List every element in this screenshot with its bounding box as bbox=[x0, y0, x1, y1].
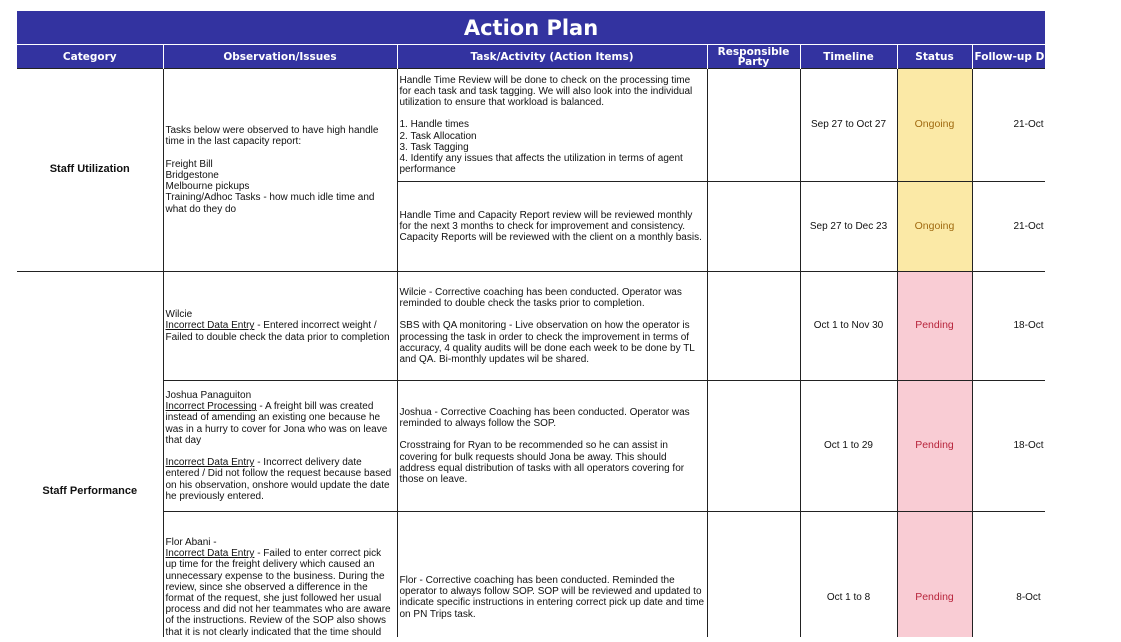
header-observation[interactable]: Observation/Issues bbox=[163, 45, 397, 69]
header-timeline[interactable]: Timeline bbox=[800, 45, 897, 69]
issue-text: - Entered incorrect weight / Failed to double check the data prior to completion bbox=[165, 320, 390, 343]
sheet-title: Action Plan bbox=[17, 11, 1045, 45]
header-responsible[interactable] bbox=[707, 45, 800, 69]
timeline-cell[interactable]: Oct 1 to 29 bbox=[800, 381, 897, 512]
header-row bbox=[17, 45, 1045, 69]
status-badge[interactable]: Ongoing bbox=[897, 69, 972, 182]
issue-label: Incorrect Data Entry bbox=[165, 320, 255, 332]
observation-cell[interactable] bbox=[163, 381, 397, 512]
task-cell[interactable]: Wilcie - Corrective coaching has been conducted. Operator was reminded to double check the tasks prior to completion. SBS with QA monitoring - Live observation on how the operator is processing the task in order to check the improvement in terms of accuracy, 4 quality audits will be done each week to be done by TL and QA. Bi-monthly updates wil be shared. bbox=[397, 272, 707, 381]
task-cell[interactable]: Handle Time Review will be done to check on the processing time for each task and task tagging. We will also look into the individual utilization to ensure that workload is balanced. 1. Handle times 2. Task Allocation 3. Task Tagging 4. Identify any issues that affects the utilization in terms of agent performance bbox=[397, 69, 707, 182]
observation-cell[interactable] bbox=[163, 272, 397, 381]
issue-text: - Incorrect delivery date entered / Did not follow the request because based on his observation, onshore would update the date he previously entered. bbox=[165, 457, 392, 502]
status-badge[interactable]: Pending bbox=[897, 381, 972, 512]
task-cell[interactable]: Handle Time and Capacity Report review will be reviewed monthly for the next 3 months to check for improvement and consistency. Capacity Reports will be reviewed with the client on a monthly basis. bbox=[397, 182, 707, 272]
operator-name: Joshua Panaguiton bbox=[165, 389, 252, 401]
responsible-cell[interactable] bbox=[707, 272, 800, 381]
followup-cell[interactable]: 18-Oct bbox=[972, 272, 1045, 381]
table-row bbox=[17, 69, 1045, 182]
header-category[interactable]: Category bbox=[17, 45, 163, 69]
issue-label: Incorrect Data Entry bbox=[165, 457, 255, 469]
category-staff-performance[interactable]: Staff Performance bbox=[17, 272, 163, 638]
timeline-cell[interactable]: Oct 1 to 8 bbox=[800, 512, 897, 638]
spreadsheet-sheet bbox=[17, 11, 1045, 637]
issue-label: Incorrect Processing bbox=[165, 401, 257, 413]
issue-text: - A freight bill was created instead of amending an existing one because he was in a hurry to cover for Jona who was on leave that day bbox=[165, 401, 388, 446]
responsible-cell[interactable] bbox=[707, 512, 800, 638]
task-cell[interactable]: Joshua - Corrective Coaching has been conducted. Operator was reminded to always follow the SOP. Crosstraing for Ryan to be recommended so he can assist in covering for bulk requests should Jona be away. This should address equal distribution of tasks with all operators covering for those on leave. bbox=[397, 381, 707, 512]
followup-cell[interactable]: 8-Oct bbox=[972, 512, 1045, 638]
followup-cell[interactable]: 18-Oct bbox=[972, 381, 1045, 512]
issue-label: Incorrect Data Entry bbox=[165, 548, 255, 560]
header-responsible-label: Responsible Party bbox=[717, 45, 790, 68]
issue-text: - Failed to enter correct pick up time for the freight delivery which caused an unnecessary expense to the business. During the review, since she observed a difference in the format of the request, she just followed her usual process and did not her teammates who are aware of the instructions. Review of the SOP also shows that it is not clearly indicated that the time should bbox=[165, 548, 391, 637]
responsible-cell[interactable] bbox=[707, 69, 800, 182]
responsible-cell[interactable] bbox=[707, 381, 800, 512]
table-row bbox=[17, 381, 1045, 512]
header-followup[interactable]: Follow-up D bbox=[972, 45, 1045, 69]
timeline-cell[interactable]: Oct 1 to Nov 30 bbox=[800, 272, 897, 381]
observation-cell[interactable]: Tasks below were observed to have high handle time in the last capacity report: Freight Bill Bridgestone Melbourne pickups Training/Adhoc Tasks - how much idle time and what do they do bbox=[163, 69, 397, 272]
task-cell[interactable]: Flor - Corrective coaching has been conducted. Reminded the operator to always follow SOP. SOP will be reviewed and updated to indicate specific instructions in entering correct pick up date and time on PN Trips task. bbox=[397, 512, 707, 638]
operator-name: Flor Abani - bbox=[165, 537, 217, 548]
followup-cell[interactable]: 21-Oct bbox=[972, 69, 1045, 182]
operator-name: Wilcie bbox=[165, 309, 193, 321]
followup-cell[interactable]: 21-Oct bbox=[972, 182, 1045, 272]
status-badge[interactable]: Pending bbox=[897, 272, 972, 381]
responsible-cell[interactable] bbox=[707, 182, 800, 272]
table-row bbox=[17, 512, 1045, 638]
action-plan-table bbox=[17, 45, 1045, 637]
status-badge[interactable]: Ongoing bbox=[897, 182, 972, 272]
timeline-cell[interactable]: Sep 27 to Oct 27 bbox=[800, 69, 897, 182]
table-row bbox=[17, 272, 1045, 381]
timeline-cell[interactable]: Sep 27 to Dec 23 bbox=[800, 182, 897, 272]
observation-cell[interactable] bbox=[163, 512, 397, 638]
category-staff-utilization[interactable]: Staff Utilization bbox=[17, 69, 163, 272]
status-badge[interactable]: Pending bbox=[897, 512, 972, 638]
header-status[interactable]: Status bbox=[897, 45, 972, 69]
header-task[interactable]: Task/Activity (Action Items) bbox=[397, 45, 707, 69]
